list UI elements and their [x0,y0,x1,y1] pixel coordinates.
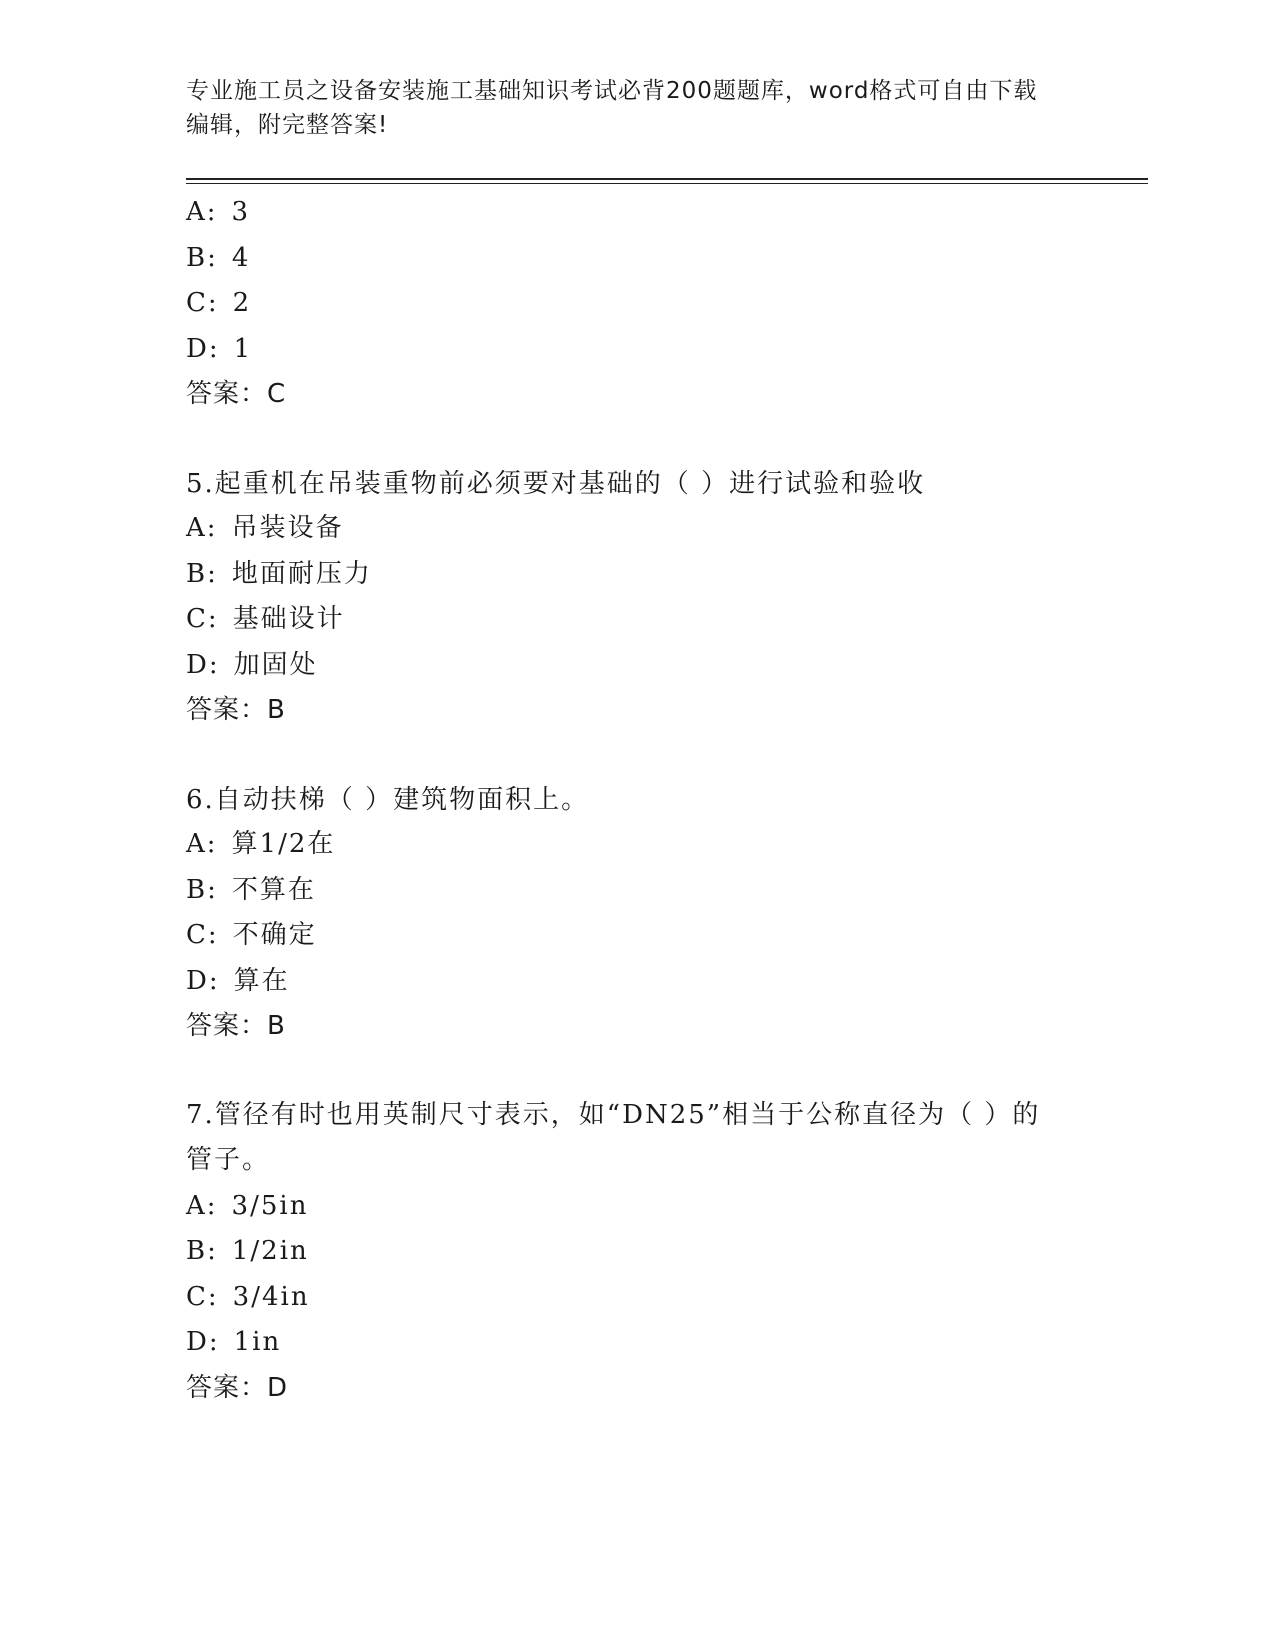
option-letter: B: [186,558,218,589]
option-letter: A: [186,1190,218,1221]
option-text: 基础设计 [232,604,345,634]
header-title-line-2: 编辑，附完整答案! [186,112,389,138]
answer-line: 答案：B [186,695,286,725]
option-text: 算在 [233,965,290,996]
option-letter: B: [186,242,218,273]
question-stem-line-2: 管子。 [186,1145,271,1175]
option-d [186,959,1086,1005]
option-a [186,506,1086,552]
question-stem: 5.起重机在吊装重物前必须要对基础的（ ）进行试验和验收 [186,468,926,499]
option-text: 地面耐压力 [231,558,372,589]
answer-line: 答案：C [186,379,287,409]
question-block-4 [186,190,1086,418]
option-c [186,1275,1086,1321]
option-text: 3 [231,197,251,227]
option-c [186,597,1086,643]
option-b [186,236,1086,282]
header-divider-thin [186,183,1148,184]
question-block-5 [186,461,1086,734]
question-stem-line-1: 7.管径有时也用英制尺寸表示，如“DN25”相当于公称直径为（ ）的 [186,1099,1041,1130]
option-b [186,1229,1086,1275]
option-d [186,327,1086,373]
option-letter: B: [186,874,218,905]
option-text: 算1/2在 [231,829,336,859]
option-text: 1/2in [231,1236,309,1266]
option-letter: C: [186,604,219,634]
option-text: 4 [231,242,251,273]
option-letter: A: [186,513,218,543]
option-letter: C: [186,920,219,950]
question-block-6 [186,777,1086,1050]
document-header [186,74,1086,142]
option-letter: C: [186,288,219,318]
spacer [186,734,1086,777]
header-divider-thick [186,178,1148,180]
question-block-7 [186,1093,1086,1412]
option-letter: A: [186,829,218,859]
option-letter: A: [186,197,218,227]
option-text: 吊装设备 [231,513,344,543]
option-text: 不算在 [231,874,316,905]
option-a [186,1184,1086,1230]
option-text: 2 [232,288,252,318]
option-text: 1in [233,1327,282,1357]
answer-line: 答案：B [186,1011,286,1041]
option-d [186,643,1086,689]
option-text: 加固处 [233,649,318,680]
option-d [186,1320,1086,1366]
header-title-line-1: 专业施工员之设备安装施工基础知识考试必背200题题库，word格式可自由下载 [186,78,1038,104]
option-letter: B: [186,1236,218,1266]
spacer [186,1050,1086,1093]
option-c [186,913,1086,959]
question-list [186,190,1086,1411]
option-text: 3/5in [231,1190,309,1221]
option-text: 3/4in [232,1281,310,1312]
option-letter: D: [186,649,220,680]
spacer [186,418,1086,461]
option-text: 不确定 [232,920,317,950]
option-a [186,190,1086,236]
option-text: 1 [233,333,253,364]
option-letter: C: [186,1281,219,1312]
option-b [186,552,1086,598]
option-c [186,281,1086,327]
option-letter: D: [186,333,220,364]
question-stem: 6.自动扶梯（ ）建筑物面积上。 [186,784,590,815]
option-a [186,822,1086,868]
answer-line: 答案：D [186,1372,289,1403]
option-b [186,868,1086,914]
option-letter: D: [186,965,220,996]
option-letter: D: [186,1327,220,1357]
